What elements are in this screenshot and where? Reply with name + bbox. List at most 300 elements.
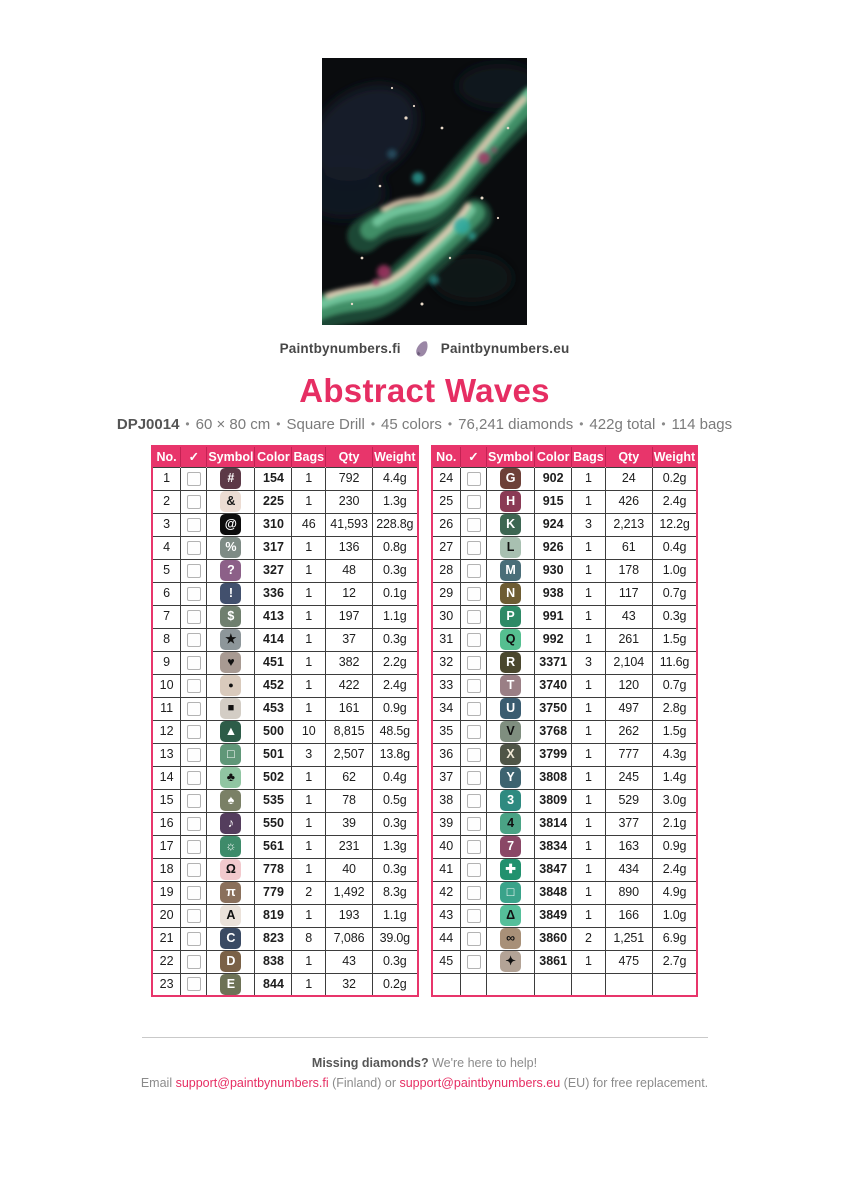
cell-qty: 529 (605, 789, 652, 812)
cell-qty: 245 (605, 766, 652, 789)
cell-symbol (487, 881, 535, 904)
cell-symbol (487, 858, 535, 881)
row-checkbox[interactable] (187, 633, 201, 647)
cell-row-number: 26 (432, 513, 461, 536)
cell-symbol (207, 513, 255, 536)
row-checkbox[interactable] (467, 541, 481, 555)
cell-bags: 1 (572, 812, 606, 835)
row-checkbox[interactable] (187, 725, 201, 739)
cell-qty: 136 (326, 536, 373, 559)
row-checkbox[interactable] (467, 679, 481, 693)
row-checkbox[interactable] (467, 955, 481, 969)
cell-checkbox (461, 582, 487, 605)
cell-bags: 1 (572, 628, 606, 651)
cell-color-code: 844 (255, 973, 292, 996)
cell-symbol (487, 950, 535, 973)
footer-email-prefix: Email (140, 1076, 176, 1090)
brand-name-eu: Paintbynumbers.eu (440, 340, 570, 356)
cell-symbol (207, 950, 255, 973)
spec-separator: • (579, 417, 584, 431)
cell-qty: 2,507 (326, 743, 373, 766)
row-checkbox[interactable] (467, 909, 481, 923)
cell-weight: 2.7g (652, 950, 697, 973)
cell-color-code: 838 (255, 950, 292, 973)
color-row (432, 927, 698, 950)
cell-symbol (207, 674, 255, 697)
cell-row-number: 24 (432, 467, 461, 490)
cell-qty: 777 (605, 743, 652, 766)
spec-item: Square Drill (286, 416, 365, 433)
cell-checkbox (181, 812, 207, 835)
cell-row-number: 19 (152, 881, 181, 904)
cell-checkbox (181, 582, 207, 605)
cell-qty: 231 (326, 835, 373, 858)
cell-qty: 792 (326, 467, 373, 490)
legend-table-1 (151, 445, 419, 997)
cell-qty: 39 (326, 812, 373, 835)
cell-qty: 1,251 (605, 927, 652, 950)
footer-help-bold: Missing diamonds? (311, 1056, 429, 1070)
cell-row-number: 6 (152, 582, 181, 605)
cell-row-number: 20 (152, 904, 181, 927)
cell-checkbox (181, 950, 207, 973)
symbol-chip: H (500, 491, 521, 512)
cell-bags: 1 (292, 697, 326, 720)
cell-color-code: 501 (255, 743, 292, 766)
cell-symbol (207, 973, 255, 996)
cell-bags: 1 (572, 582, 606, 605)
symbol-chip: C (220, 928, 241, 949)
cell-bags: 1 (292, 973, 326, 996)
cell-checkbox (461, 467, 487, 490)
cell-color-code: 778 (255, 858, 292, 881)
cell-color-code: 3861 (535, 950, 572, 973)
cell-bags: 3 (572, 651, 606, 674)
color-row (152, 720, 418, 743)
cell-weight: 2.4g (652, 858, 697, 881)
cell-bags: 1 (572, 950, 606, 973)
row-checkbox[interactable] (467, 794, 481, 808)
cell-row-number: 13 (152, 743, 181, 766)
cell-empty (605, 973, 652, 996)
cell-row-number: 37 (432, 766, 461, 789)
cell-checkbox (181, 513, 207, 536)
cell-bags: 1 (572, 835, 606, 858)
symbol-chip: ♪ (220, 813, 241, 834)
cell-checkbox (181, 536, 207, 559)
col-bags: Bags (292, 446, 326, 467)
cell-symbol (487, 628, 535, 651)
cell-row-number: 3 (152, 513, 181, 536)
row-checkbox[interactable] (467, 656, 481, 670)
spec-separator: • (276, 417, 281, 431)
color-row (432, 812, 698, 835)
row-checkbox[interactable] (467, 610, 481, 624)
row-checkbox[interactable] (467, 725, 481, 739)
symbol-chip: ★ (220, 629, 241, 650)
color-row (152, 812, 418, 835)
color-row (152, 674, 418, 697)
row-checkbox[interactable] (187, 541, 201, 555)
cell-checkbox (461, 605, 487, 628)
col-symbol: Symbol (487, 446, 535, 467)
cell-symbol (487, 812, 535, 835)
row-checkbox[interactable] (187, 495, 201, 509)
cell-bags: 1 (572, 536, 606, 559)
cell-checkbox (461, 559, 487, 582)
cell-row-number: 10 (152, 674, 181, 697)
cell-color-code: 561 (255, 835, 292, 858)
cell-bags: 1 (292, 858, 326, 881)
symbol-chip: ? (220, 560, 241, 581)
artwork-preview (0, 0, 849, 325)
cell-qty: 24 (605, 467, 652, 490)
color-row (152, 743, 418, 766)
color-row (152, 651, 418, 674)
cell-empty (432, 973, 461, 996)
cell-weight: 1.5g (652, 720, 697, 743)
cell-bags: 1 (572, 697, 606, 720)
color-row (432, 881, 698, 904)
cell-row-number: 35 (432, 720, 461, 743)
footer-help-line (0, 1055, 849, 1072)
symbol-chip: Q (500, 629, 521, 650)
cell-qty: 7,086 (326, 927, 373, 950)
color-row (152, 605, 418, 628)
support-email-fi-link[interactable]: support@paintbynumbers.fi (175, 1076, 329, 1090)
footer-divider (142, 1037, 708, 1038)
color-row (432, 950, 698, 973)
cell-color-code: 327 (255, 559, 292, 582)
cell-bags: 1 (292, 490, 326, 513)
cell-symbol (207, 743, 255, 766)
col-check: ✓ (181, 446, 207, 467)
cell-row-number: 9 (152, 651, 181, 674)
color-row (432, 651, 698, 674)
cell-row-number: 27 (432, 536, 461, 559)
color-row (152, 927, 418, 950)
row-checkbox[interactable] (187, 840, 201, 854)
cell-color-code: 924 (535, 513, 572, 536)
cell-qty: 43 (605, 605, 652, 628)
cell-bags: 46 (292, 513, 326, 536)
cell-bags: 1 (292, 467, 326, 490)
row-checkbox[interactable] (467, 863, 481, 877)
color-row (152, 490, 418, 513)
cell-color-code: 451 (255, 651, 292, 674)
row-checkbox[interactable] (187, 932, 201, 946)
cell-qty: 166 (605, 904, 652, 927)
symbol-chip: V (500, 721, 521, 742)
cell-bags: 1 (292, 950, 326, 973)
cell-color-code: 453 (255, 697, 292, 720)
col-check: ✓ (461, 446, 487, 467)
cell-qty: 261 (605, 628, 652, 651)
cell-weight: 0.3g (373, 812, 418, 835)
color-row (152, 697, 418, 720)
color-row (432, 743, 698, 766)
cell-checkbox (181, 858, 207, 881)
symbol-chip: M (500, 560, 521, 581)
symbol-chip: K (500, 514, 521, 535)
cell-bags: 8 (292, 927, 326, 950)
row-checkbox[interactable] (187, 955, 201, 969)
color-row (152, 467, 418, 490)
color-row (432, 582, 698, 605)
cell-color-code: 779 (255, 881, 292, 904)
color-row (152, 766, 418, 789)
cell-bags: 1 (292, 651, 326, 674)
cell-symbol (207, 605, 255, 628)
cell-checkbox (181, 766, 207, 789)
cell-qty: 890 (605, 881, 652, 904)
spec-separator: • (370, 417, 376, 431)
cell-bags: 1 (292, 605, 326, 628)
cell-qty: 475 (605, 950, 652, 973)
color-row (432, 490, 698, 513)
cell-qty: 178 (605, 559, 652, 582)
empty-row (432, 973, 698, 996)
symbol-chip: G (500, 468, 521, 489)
cell-checkbox (461, 697, 487, 720)
cell-qty: 61 (605, 536, 652, 559)
cell-weight: 4.3g (652, 743, 697, 766)
legend-table-2 (431, 445, 699, 997)
cell-row-number: 44 (432, 927, 461, 950)
cell-color-code: 926 (535, 536, 572, 559)
cell-row-number: 2 (152, 490, 181, 513)
cell-bags: 1 (572, 766, 606, 789)
cell-qty: 78 (326, 789, 373, 812)
cell-checkbox (461, 651, 487, 674)
cell-weight: 1.1g (373, 605, 418, 628)
row-checkbox[interactable] (187, 656, 201, 670)
brand-name-fi: Paintbynumbers.fi (279, 340, 401, 356)
symbol-chip: E (220, 974, 241, 995)
row-checkbox[interactable] (467, 886, 481, 900)
cell-row-number: 4 (152, 536, 181, 559)
spec-item: 422g total (589, 416, 656, 433)
cell-color-code: 3750 (535, 697, 572, 720)
color-row (432, 789, 698, 812)
row-checkbox[interactable] (467, 840, 481, 854)
cell-weight: 0.7g (652, 674, 697, 697)
cell-color-code: 823 (255, 927, 292, 950)
row-checkbox[interactable] (187, 679, 201, 693)
symbol-chip: @ (220, 514, 241, 535)
cell-row-number: 17 (152, 835, 181, 858)
cell-weight: 0.4g (373, 766, 418, 789)
spec-separator: • (447, 417, 453, 431)
cell-color-code: 992 (535, 628, 572, 651)
symbol-chip: ♠ (220, 790, 241, 811)
cell-bags: 1 (572, 674, 606, 697)
row-checkbox[interactable] (187, 977, 201, 991)
symbol-chip: ■ (220, 698, 241, 719)
cell-checkbox (461, 950, 487, 973)
row-checkbox[interactable] (187, 863, 201, 877)
symbol-chip: P (500, 606, 521, 627)
cell-bags: 1 (292, 904, 326, 927)
cell-color-code: 3809 (535, 789, 572, 812)
cell-checkbox (461, 674, 487, 697)
cell-row-number: 7 (152, 605, 181, 628)
row-checkbox[interactable] (187, 472, 201, 486)
row-checkbox[interactable] (467, 587, 481, 601)
row-checkbox[interactable] (467, 702, 481, 716)
cell-weight: 2.1g (652, 812, 697, 835)
color-row (432, 559, 698, 582)
row-checkbox[interactable] (467, 495, 481, 509)
spec-line (0, 416, 849, 433)
cell-weight: 6.9g (652, 927, 697, 950)
cell-empty (535, 973, 572, 996)
cell-symbol (487, 467, 535, 490)
row-checkbox[interactable] (467, 564, 481, 578)
cell-color-code: 535 (255, 789, 292, 812)
symbol-chip: ☼ (220, 836, 241, 857)
spec-item: 60 × 80 cm (195, 416, 271, 433)
cell-color-code: 3768 (535, 720, 572, 743)
color-row (432, 628, 698, 651)
cell-qty: 163 (605, 835, 652, 858)
cell-symbol (207, 536, 255, 559)
cell-row-number: 12 (152, 720, 181, 743)
color-row (152, 858, 418, 881)
symbol-chip: ● (220, 675, 241, 696)
cell-bags: 1 (292, 766, 326, 789)
cell-color-code: 3808 (535, 766, 572, 789)
cell-checkbox (181, 559, 207, 582)
row-checkbox[interactable] (467, 633, 481, 647)
cell-color-code: 3849 (535, 904, 572, 927)
cell-color-code: 938 (535, 582, 572, 605)
footer-contact-line (0, 1075, 849, 1092)
cell-checkbox (461, 881, 487, 904)
cell-weight: 0.3g (373, 628, 418, 651)
color-row (432, 697, 698, 720)
cell-weight: 4.9g (652, 881, 697, 904)
cell-weight: 0.7g (652, 582, 697, 605)
cell-checkbox (461, 743, 487, 766)
row-checkbox[interactable] (187, 771, 201, 785)
cell-weight: 1.4g (652, 766, 697, 789)
color-row (432, 513, 698, 536)
cell-bags: 3 (292, 743, 326, 766)
col-symbol: Symbol (207, 446, 255, 467)
cell-bags: 1 (572, 490, 606, 513)
row-checkbox[interactable] (187, 518, 201, 532)
cell-checkbox (461, 927, 487, 950)
cell-checkbox (181, 467, 207, 490)
cell-bags: 1 (292, 582, 326, 605)
cell-color-code: 502 (255, 766, 292, 789)
cell-qty: 1,492 (326, 881, 373, 904)
cell-checkbox (181, 674, 207, 697)
color-legend (0, 445, 849, 997)
row-checkbox[interactable] (187, 702, 201, 716)
cell-color-code: 3740 (535, 674, 572, 697)
cell-color-code: 336 (255, 582, 292, 605)
cell-weight: 0.3g (373, 950, 418, 973)
row-checkbox[interactable] (467, 932, 481, 946)
row-checkbox[interactable] (187, 817, 201, 831)
color-row (432, 674, 698, 697)
row-checkbox[interactable] (467, 771, 481, 785)
cell-qty: 161 (326, 697, 373, 720)
cell-weight: 0.3g (652, 605, 697, 628)
cell-empty (652, 973, 697, 996)
cell-symbol (487, 743, 535, 766)
cell-bags: 1 (572, 605, 606, 628)
row-checkbox[interactable] (187, 610, 201, 624)
cell-checkbox (181, 490, 207, 513)
cell-checkbox (461, 835, 487, 858)
row-checkbox[interactable] (467, 472, 481, 486)
col-qty: Qty (326, 446, 373, 467)
row-checkbox[interactable] (187, 564, 201, 578)
color-row (432, 858, 698, 881)
symbol-chip: % (220, 537, 241, 558)
cell-checkbox (181, 605, 207, 628)
row-checkbox[interactable] (187, 587, 201, 601)
cell-symbol (207, 881, 255, 904)
cell-checkbox (181, 743, 207, 766)
row-checkbox[interactable] (187, 886, 201, 900)
cell-color-code: 3860 (535, 927, 572, 950)
cell-qty: 422 (326, 674, 373, 697)
cell-bags: 1 (292, 835, 326, 858)
cell-checkbox (461, 720, 487, 743)
cell-weight: 12.2g (652, 513, 697, 536)
cell-bags: 1 (572, 559, 606, 582)
symbol-chip: 3 (500, 790, 521, 811)
cell-symbol (487, 605, 535, 628)
symbol-chip: A (220, 905, 241, 926)
cell-checkbox (181, 904, 207, 927)
row-checkbox[interactable] (187, 748, 201, 762)
footer-help-rest: We're here to help! (432, 1056, 538, 1070)
cell-symbol (487, 766, 535, 789)
cell-checkbox (461, 536, 487, 559)
cell-empty (461, 973, 487, 996)
symbol-chip: ∞ (500, 928, 521, 949)
cell-row-number: 18 (152, 858, 181, 881)
cell-row-number: 28 (432, 559, 461, 582)
cell-row-number: 45 (432, 950, 461, 973)
color-row (152, 582, 418, 605)
color-row (152, 789, 418, 812)
col-no: No. (432, 446, 461, 467)
cell-symbol (487, 674, 535, 697)
row-checkbox[interactable] (467, 748, 481, 762)
row-checkbox[interactable] (187, 909, 201, 923)
cell-symbol (207, 835, 255, 858)
cell-qty: 377 (605, 812, 652, 835)
cell-color-code: 3814 (535, 812, 572, 835)
row-checkbox[interactable] (467, 817, 481, 831)
cell-checkbox (461, 766, 487, 789)
symbol-chip: T (500, 675, 521, 696)
support-email-eu-link[interactable]: support@paintbynumbers.eu (399, 1076, 561, 1090)
cell-color-code: 310 (255, 513, 292, 536)
cell-qty: 32 (326, 973, 373, 996)
cell-weight: 2.2g (373, 651, 418, 674)
row-checkbox[interactable] (187, 794, 201, 808)
cell-color-code: 414 (255, 628, 292, 651)
row-checkbox[interactable] (467, 518, 481, 532)
cell-row-number: 39 (432, 812, 461, 835)
